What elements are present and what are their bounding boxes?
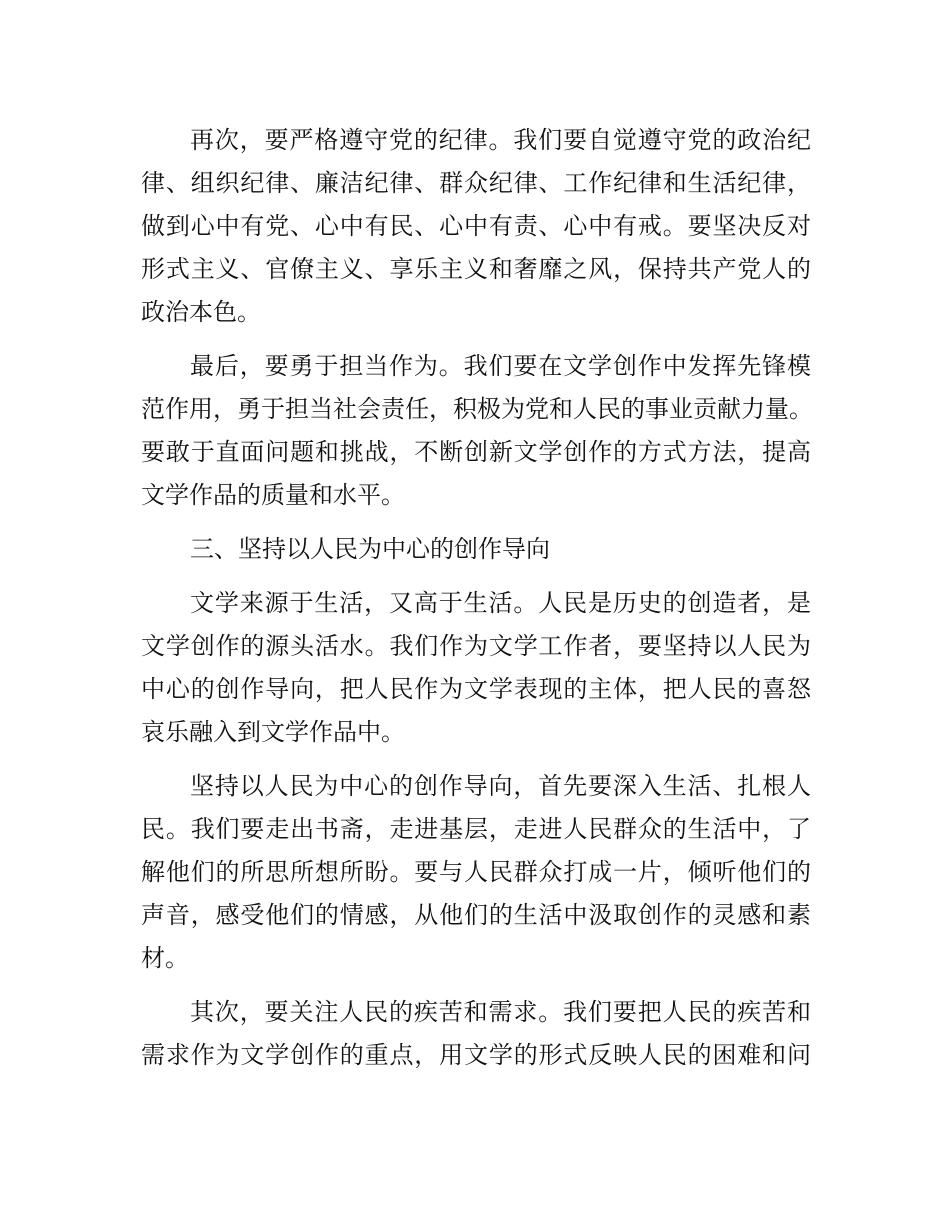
text-line: 要敢于直面问题和挑战，不断创新文学创作的方式方法，提高 bbox=[141, 438, 811, 466]
text-line: 做到心中有党、心中有民、心中有责、心中有戒。要坚决反对 bbox=[141, 212, 811, 240]
text-line: 解他们的所思所想所盼。要与人民群众打成一片，倾听他们的 bbox=[141, 858, 811, 886]
text-line: 最后，要勇于担当作为。我们要在文学创作中发挥先锋模 bbox=[190, 352, 811, 380]
text-line: 中心的创作导向，把人民作为文学表现的主体，把人民的喜怒 bbox=[141, 675, 811, 703]
text-line: 形式主义、官僚主义、享乐主义和奢靡之风，保持共产党人的 bbox=[141, 255, 811, 283]
text-line: 政治本色。 bbox=[141, 298, 261, 326]
paragraph bbox=[141, 768, 811, 983]
text-line: 坚持以人民为中心的创作导向，首先要深入生活、扎根人 bbox=[190, 772, 811, 800]
document-page bbox=[141, 122, 811, 1091]
paragraph bbox=[141, 122, 811, 337]
text-line: 需求作为文学创作的重点，用文学的形式反映人民的困难和问 bbox=[141, 1041, 811, 1069]
section-heading bbox=[141, 531, 811, 574]
text-line: 再次，要严格遵守党的纪律。我们要自觉遵守党的政治纪 bbox=[190, 126, 811, 154]
paragraph bbox=[141, 994, 811, 1080]
text-line: 律、组织纪律、廉洁纪律、群众纪律、工作纪律和生活纪律， bbox=[141, 169, 811, 197]
text-line: 声音，感受他们的情感，从他们的生活中汲取创作的灵感和素 bbox=[141, 901, 811, 929]
text-line: 三、坚持以人民为中心的创作导向 bbox=[190, 535, 550, 563]
text-line: 民。我们要走出书斋，走进基层，走进人民群众的生活中，了 bbox=[141, 815, 811, 843]
text-line: 其次，要关注人民的疾苦和需求。我们要把人民的疾苦和 bbox=[190, 998, 811, 1026]
paragraph bbox=[141, 585, 811, 757]
text-line: 文学创作的源头活水。我们作为文学工作者，要坚持以人民为 bbox=[141, 632, 811, 660]
text-line: 文学来源于生活，又高于生活。人民是历史的创造者，是 bbox=[190, 589, 811, 617]
text-line: 文学作品的质量和水平。 bbox=[141, 481, 405, 509]
text-line: 范作用，勇于担当社会责任，积极为党和人民的事业贡献力量。 bbox=[141, 395, 813, 423]
text-line: 材。 bbox=[141, 944, 189, 972]
text-line: 哀乐融入到文学作品中。 bbox=[141, 718, 405, 746]
paragraph bbox=[141, 348, 811, 520]
